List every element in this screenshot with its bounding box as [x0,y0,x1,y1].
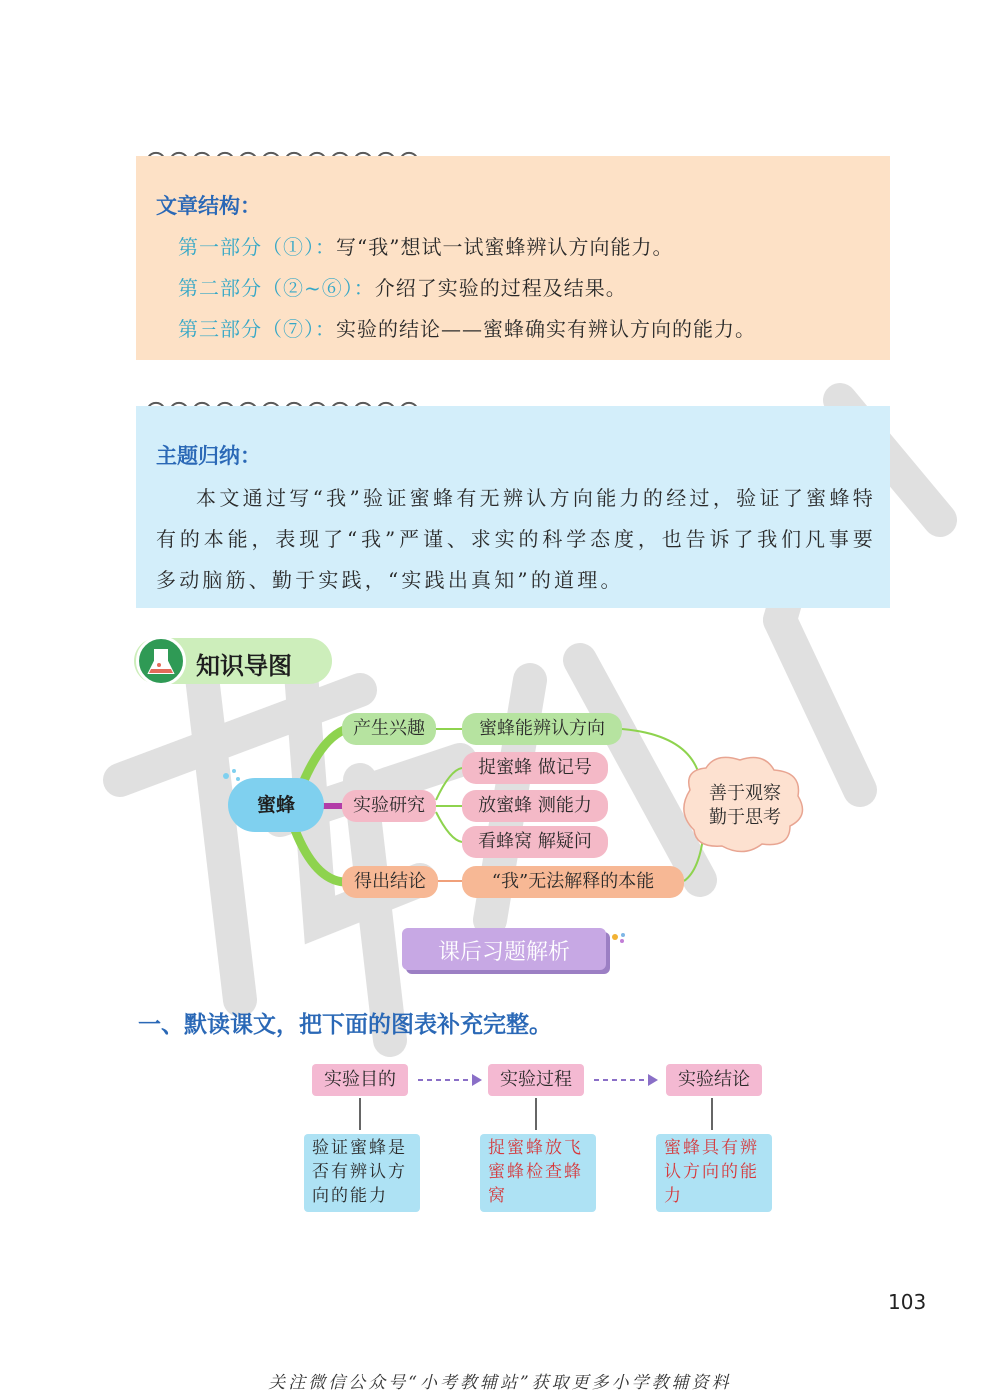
structure-part-text: 实验的结论——蜜蜂确实有辨认方向的能力。 [336,317,756,341]
flow-head-purpose: 实验目的 [312,1064,408,1096]
flow-box-conclusion-answer: 蜜蜂具有辨认方向的能力 [656,1134,772,1212]
structure-part-text: 写“我”想试一试蜜蜂辨认方向能力。 [336,235,674,259]
mindmap-leaf: “我”无法解释的本能 [462,866,684,898]
flow-head-conclusion: 实验结论 [666,1064,762,1096]
mindmap-summary-line: 勤于思考 [709,807,781,828]
mindmap-branch-conclusion: 得出结论 [342,866,438,898]
structure-heading: 文章结构： [156,194,261,218]
question-1: 一、默读课文，把下面的图表补充完整。 [138,1012,552,1038]
mindmap-leaf: 捉蜜蜂 做记号 [462,752,608,784]
page-number: 103 [888,1290,927,1314]
mindmap-leaf: 看蜂窝 解疑问 [462,826,608,858]
structure-part-label: 第二部分（②~⑥）： [178,276,375,300]
flow-box-process-answer: 捉蜜蜂放飞蜜蜂检查蜂窝 [480,1134,596,1212]
mindmap-title: 知识导图 [196,652,292,680]
structure-part-label: 第三部分（⑦）： [178,317,336,341]
structure-part-text: 介绍了实验的过程及结果。 [374,276,627,300]
mindmap-summary-line: 善于观察 [709,783,781,804]
mindmap-leaf: 蜜蜂能辨认方向 [462,713,622,745]
footer-note: 关注微信公众号“小考教辅站”获取更多小学教辅资料 [268,1373,732,1393]
exercise-banner-title: 课后习题解析 [437,940,570,965]
theme-heading: 主题归纳： [156,444,261,468]
mindmap-center-node: 蜜蜂 [228,778,324,832]
flow-box-purpose: 验证蜜蜂是否有辨认方向的能力 [304,1134,420,1212]
structure-part-label: 第一部分（①）： [178,235,336,259]
mindmap-leaf: 放蜜蜂 测能力 [462,790,608,822]
watermark-text: 博小艺 [60,360,63,361]
mindmap-branch-experiment: 实验研究 [342,790,436,822]
flow-head-process: 实验过程 [488,1064,584,1096]
mindmap-branch-interest: 产生兴趣 [342,713,436,745]
theme-paragraph: 本文通过写“我”验证蜜蜂有无辨认方向能力的经过，验证了蜜蜂特有的本能，表现了“我”严谨、求实的科学态度，也告诉了我们凡事要多动脑筋、勤于实践，“实践出真知”的道理。 [156,486,876,592]
